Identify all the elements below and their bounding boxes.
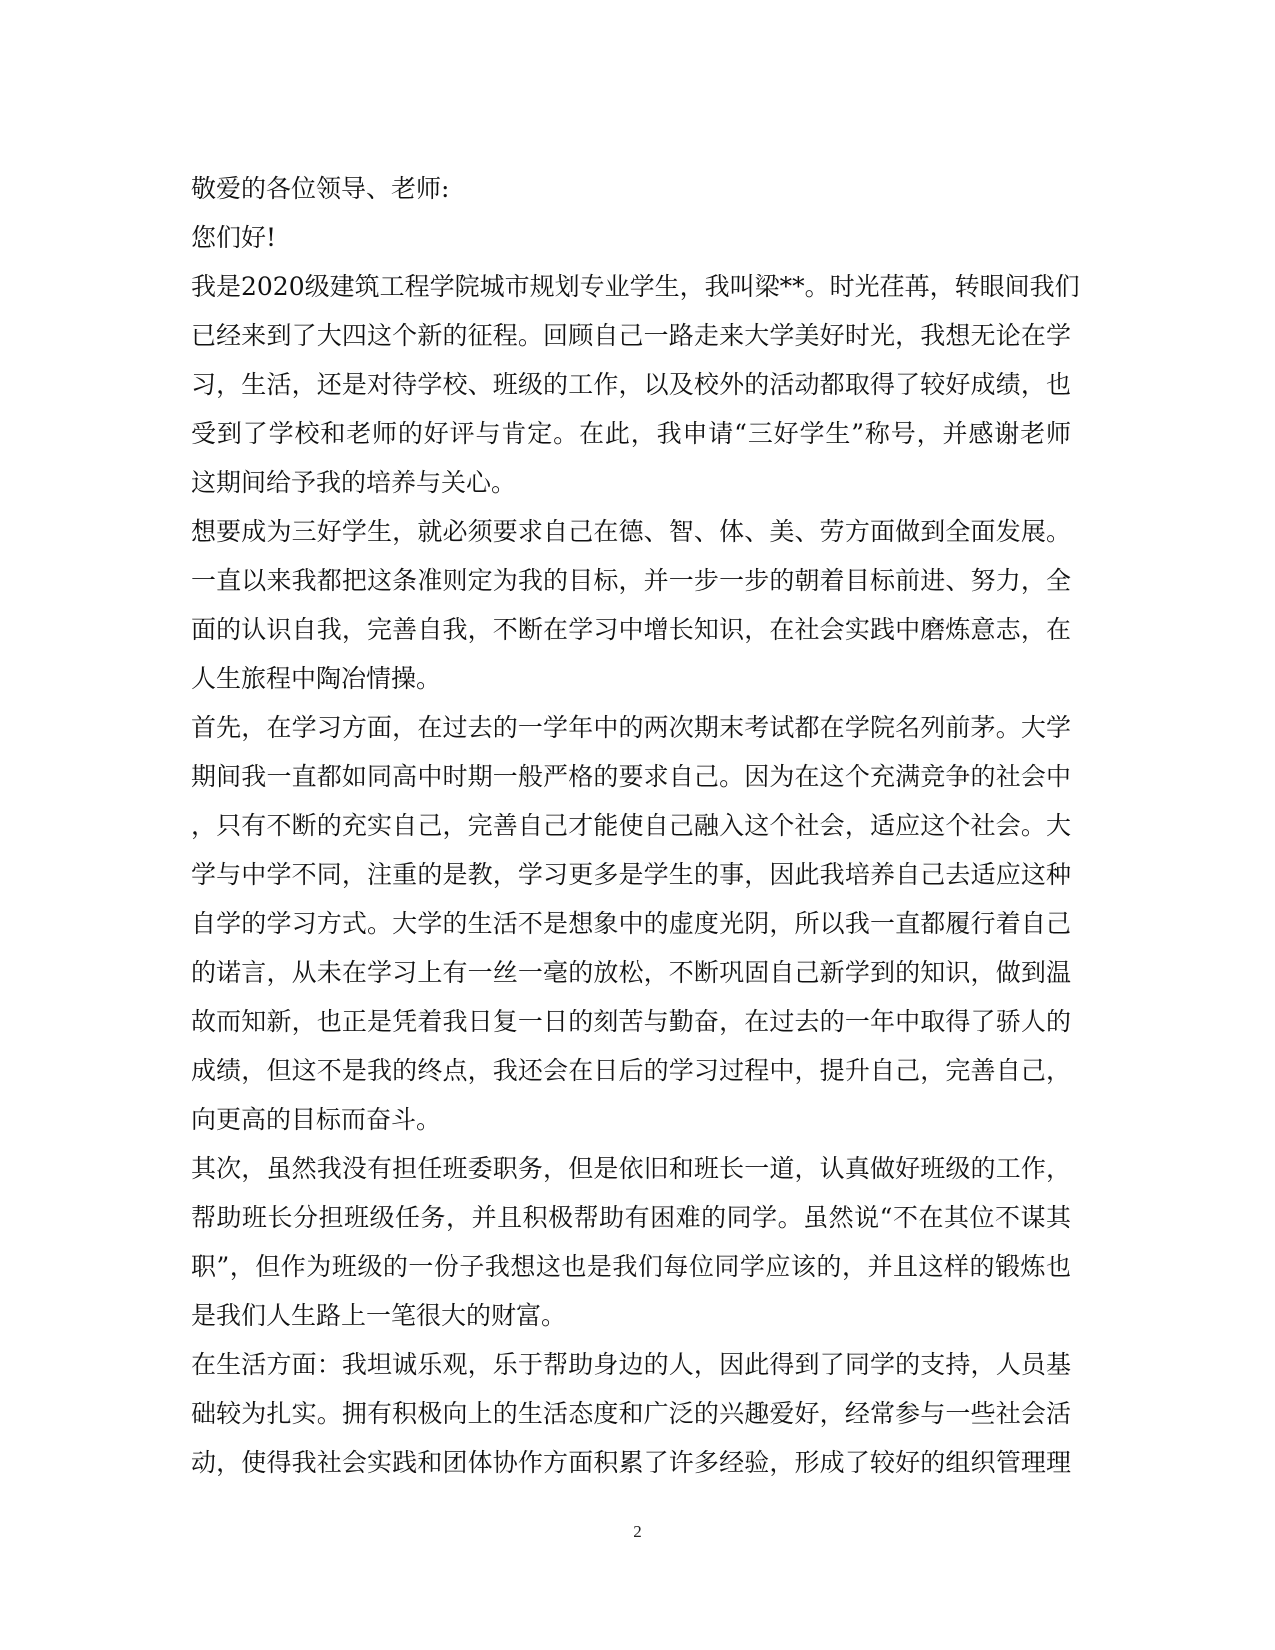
text-line: 自学的学习方式。大学的生活不是想象中的虚度光阴，所以我一直都履行着自己 bbox=[191, 909, 1071, 938]
text-line: 其次，虽然我没有担任班委职务，但是依旧和班长一道，认真做好班级的工作， bbox=[191, 1154, 1071, 1183]
text-line: 向更高的目标而奋斗。 bbox=[191, 1105, 442, 1134]
salutation-line: 敬爱的各位领导、老师: bbox=[191, 174, 450, 203]
text-line: 动，使得我社会实践和团体协作方面积累了许多经验，形成了较好的组织管理理 bbox=[191, 1448, 1071, 1477]
text-line: 期间我一直都如同高中时期一般严格的要求自己。因为在这个充满竞争的社会中 bbox=[191, 762, 1071, 791]
text-line: 一直以来我都把这条准则定为我的目标，并一步一步的朝着目标前进、努力，全 bbox=[191, 566, 1071, 595]
text-line: 人生旅程中陶冶情操。 bbox=[191, 664, 442, 693]
text-line: 的诺言，从未在学习上有一丝一毫的放松，不断巩固自己新学到的知识，做到温 bbox=[191, 958, 1071, 987]
greeting-line: 您们好! bbox=[191, 223, 277, 252]
text-line: 故而知新，也正是凭着我日复一日的刻苦与勤奋，在过去的一年中取得了骄人的 bbox=[191, 1007, 1071, 1036]
text-line: 习，生活，还是对待学校、班级的工作，以及校外的活动都取得了较好成绩，也 bbox=[191, 370, 1071, 399]
text-line: 我是2020级建筑工程学院城市规划专业学生，我叫梁**。时光荏苒，转眼间我们 bbox=[191, 272, 1080, 301]
text-line: ，只有不断的充实自己，完善自己才能使自己融入这个社会，适应这个社会。大 bbox=[191, 811, 1071, 840]
text-line: 础较为扎实。拥有积极向上的生活态度和广泛的兴趣爱好，经常参与一些社会活 bbox=[191, 1399, 1071, 1428]
text-line: 是我们人生路上一笔很大的财富。 bbox=[191, 1301, 567, 1330]
text-line: 受到了学校和老师的好评与肯定。在此，我申请“三好学生”称号，并感谢老师 bbox=[191, 419, 1071, 448]
page-number: 2 bbox=[633, 1522, 642, 1541]
text-line: 这期间给予我的培养与关心。 bbox=[191, 468, 517, 497]
text-line: 在生活方面：我坦诚乐观，乐于帮助身边的人，因此得到了同学的支持，人员基 bbox=[191, 1350, 1071, 1379]
text-line: 面的认识自我，完善自我，不断在学习中增长知识，在社会实践中磨炼意志，在 bbox=[191, 615, 1071, 644]
text-line: 想要成为三好学生，就必须要求自己在德、智、体、美、劳方面做到全面发展。 bbox=[191, 517, 1071, 546]
text-line: 职”，但作为班级的一份子我想这也是我们每位同学应该的，并且这样的锻炼也 bbox=[191, 1252, 1071, 1281]
text-line: 已经来到了大四这个新的征程。回顾自己一路走来大学美好时光，我想无论在学 bbox=[191, 321, 1071, 350]
document-body bbox=[191, 164, 1080, 1487]
text-line: 帮助班长分担班级任务，并且积极帮助有困难的同学。虽然说“不在其位不谋其 bbox=[191, 1203, 1071, 1232]
text-line: 成绩，但这不是我的终点，我还会在日后的学习过程中，提升自己，完善自己， bbox=[191, 1056, 1071, 1085]
text-line: 首先，在学习方面，在过去的一学年中的两次期末考试都在学院名列前茅。大学 bbox=[191, 713, 1071, 742]
text-line: 学与中学不同，注重的是教，学习更多是学生的事，因此我培养自己去适应这种 bbox=[191, 860, 1071, 889]
